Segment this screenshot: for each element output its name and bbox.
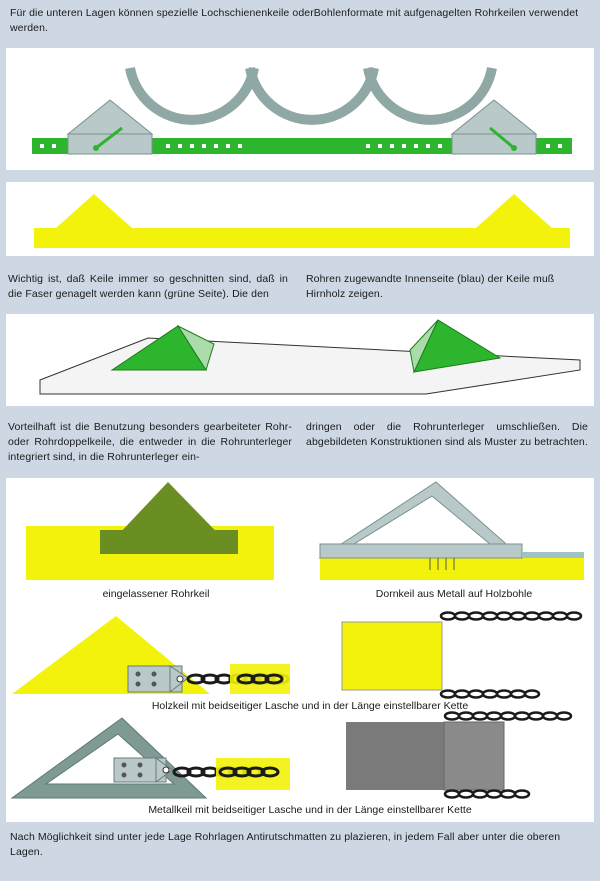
intro-text: Für die unteren Lagen können spezielle Lochschienenkeile oderBohlenformate mit aufgenagelten Rohrkeilen verwendet werden. [10, 7, 579, 34]
footer-text: Nach Möglichkeit sind unter jede Lage Rohrlagen Antirutschmatten zu plazieren, in jedem Fall aber unter die oberen Lagen. [10, 831, 561, 858]
para2-right: Rohren zugewandte Innenseite (blau) der Keile muß Hirnholz zeigen. [306, 273, 555, 300]
rohrkeil-insert [100, 530, 238, 554]
plank-wedge-right [476, 194, 552, 228]
right-wedge-base [452, 134, 536, 154]
para3-right: dringen oder die Rohrunterleger umschließen. Die abgebildeten Konstruktionen sind als Muster zu betrachten. [306, 421, 588, 448]
para2-left: Wichtig ist, daß Keile immer so geschnitten sind, daß in die Faser genagelt werden kann (grüne Seite). Die den [8, 273, 288, 300]
panel-keile-perspektive [6, 314, 594, 406]
caption-dornkeil: Dornkeil aus Metall auf Holzbohle [375, 588, 533, 600]
holzkeil-block-chain-bottom [441, 691, 539, 698]
lochschiene-illustration [6, 48, 594, 170]
panel-bohle [6, 182, 594, 256]
caption-rohrkeil: eingelassener Rohrkeil [102, 588, 210, 600]
dornkeil-plate [522, 552, 584, 558]
holzkeil-block-right [342, 622, 442, 690]
metallkeil-block-chain-bottom [445, 791, 529, 798]
bohle-illustration [6, 182, 594, 256]
left-wedge [68, 100, 152, 134]
plank-wedge-left [56, 194, 132, 228]
para3-left: Vorteilhaft ist die Benutzung besonders gearbeiteter Rohr- oder Rohrdoppelkeile, die entweder in die Rohrunterleger integriert sind, in die Rohrunterleger ein- [8, 421, 292, 463]
caption-metallkeil: Metallkeil mit beidseitiger Lasche und in der Länge einstellbarer Kette [148, 804, 472, 816]
panel-konstruktionen [6, 478, 594, 822]
metallkeil-block-chain-top [445, 713, 571, 720]
pipe-arc-1 [130, 68, 254, 120]
caption-holzkeil: Holzkeil mit beidseitiger Lasche und in der Länge einstellbarer Kette [151, 700, 469, 712]
pipe-arc-3 [368, 68, 492, 120]
pipe-arc-2 [250, 68, 374, 120]
yellow-plank [34, 228, 570, 248]
konstruktionen-illustration [6, 478, 594, 822]
dornkeil-plank [320, 558, 584, 580]
perspektive-illustration [6, 314, 594, 406]
panel-lochschiene [6, 48, 594, 170]
metallkeil-block-right [346, 722, 444, 790]
holzkeil-block-chain-top [441, 613, 581, 620]
